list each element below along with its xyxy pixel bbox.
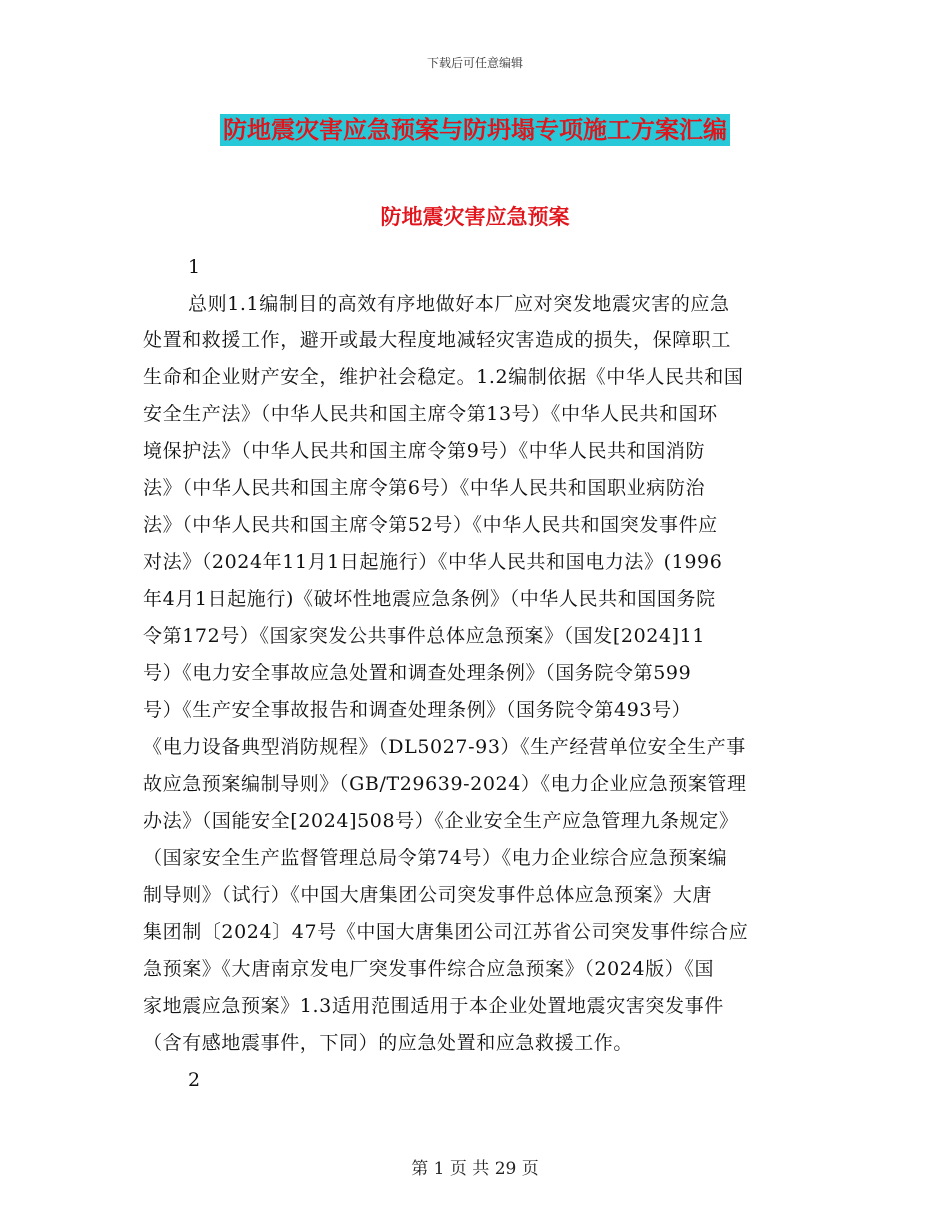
- paragraph-line: 总则1.1编制目的高效有序地做好本厂应对突发地震灾害的应急: [188, 293, 730, 315]
- paragraph-line: 境保护法》（中华人民共和国主席令第9号）《中华人民共和国消防: [143, 440, 706, 462]
- paragraph-line: 急预案》《大唐南京发电厂突发事件综合应急预案》（2024版）《国: [143, 958, 715, 980]
- paragraph-line: 集团制〔2024〕47号《中国大唐集团公司江苏省公司突发事件综合应: [143, 921, 749, 943]
- paragraph-line: 制导则》（试行）《中国大唐集团公司突发事件总体应急预案》大唐: [143, 884, 713, 906]
- paragraph-line: （国家安全生产监督管理总局令第74号）《电力企业综合应急预案编: [143, 847, 728, 869]
- paragraph-line: 号）《生产安全事故报告和调查处理条例》（国务院令第493号）: [143, 699, 692, 721]
- document-title: 防地震灾害应急预案与防坍塌专项施工方案汇编: [220, 114, 730, 146]
- paragraph-line: 号）《电力安全事故应急处置和调查处理条例》（国务院令第599: [143, 662, 692, 684]
- paragraph-line: 办法》（国能安全[2024]508号）《企业安全生产应急管理九条规定》: [143, 810, 739, 832]
- section-number-2: 2: [188, 1069, 201, 1091]
- paragraph-line: 法》（中华人民共和国主席令第52号）《中华人民共和国突发事件应: [143, 514, 718, 536]
- page-header-note: 下载后可任意编辑: [426, 56, 523, 70]
- paragraph-line: 对法》（2024年11月1日起施行）《中华人民共和国电力法》(1996: [143, 551, 723, 573]
- section-title: 防地震灾害应急预案: [380, 205, 570, 229]
- page-footer: 第 1 页 共 29 页: [411, 1159, 539, 1179]
- paragraph-line: 故应急预案编制导则》（GB/T29639-2024）《电力企业应急预案管理: [143, 773, 747, 795]
- paragraph-line: 法》（中华人民共和国主席令第6号）《中华人民共和国职业病防治: [143, 477, 706, 499]
- paragraph-line: 安全生产法》（中华人民共和国主席令第13号）《中华人民共和国环: [143, 403, 718, 425]
- paragraph-line: 家地震应急预案》1.3适用范围适用于本企业处置地震灾害突发事件: [143, 995, 724, 1017]
- paragraph-line: 生命和企业财产安全，维护社会稳定。1.2编制依据《中华人民共和国: [143, 366, 744, 388]
- paragraph-line: （含有感地震事件，下同）的应急处置和应急救援工作。: [143, 1032, 634, 1054]
- paragraph-line: 《电力设备典型消防规程》（DL5027-93）《生产经营单位安全生产事: [143, 736, 746, 758]
- paragraph-line: 处置和救援工作，避开或最大程度地减轻灾害造成的损失，保障职工: [143, 329, 732, 351]
- main-title-wrap: [0, 114, 950, 146]
- paragraph-line: 年4月1日起施行)《破坏性地震应急条例》（中华人民共和国国务院: [143, 588, 716, 610]
- section-number-1: 1: [188, 256, 201, 278]
- paragraph-line: 令第172号）《国家突发公共事件总体应急预案》（国发[2024]11: [143, 625, 706, 647]
